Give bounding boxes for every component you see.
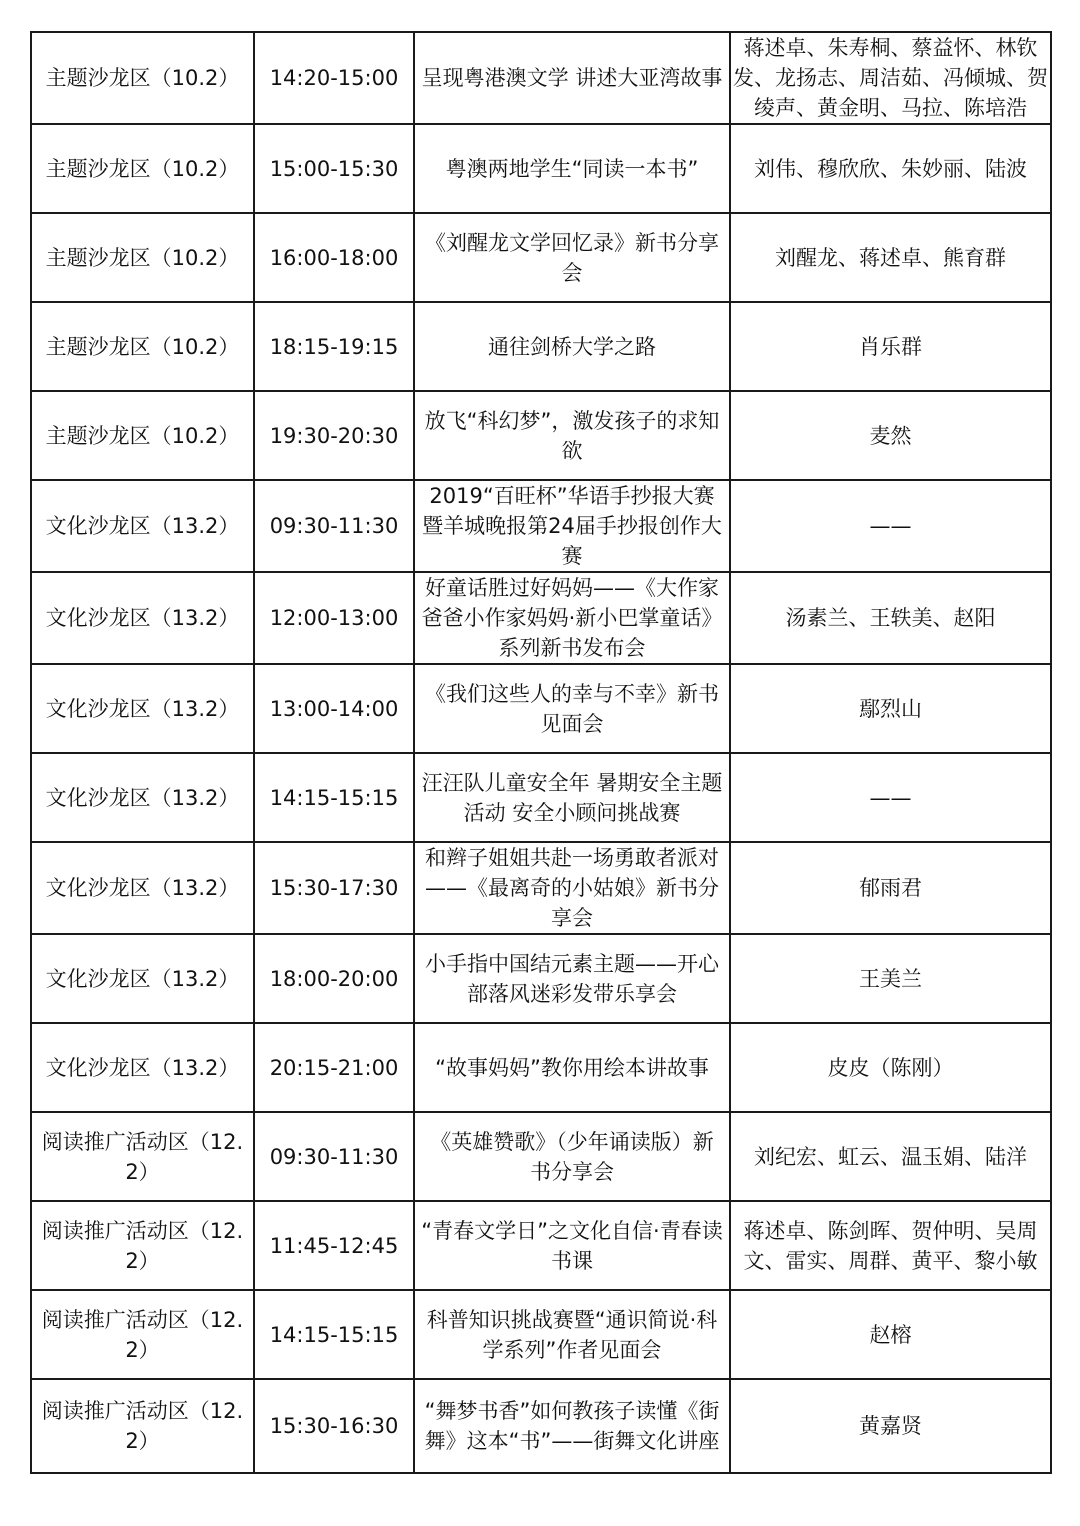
time-cell: 11:45-12:45	[254, 1201, 414, 1290]
event-cell: 放飞“科幻梦”，激发孩子的求知欲	[414, 391, 730, 480]
speaker-cell: 汤素兰、王轶美、赵阳	[730, 572, 1051, 664]
time-cell: 09:30-11:30	[254, 1112, 414, 1201]
event-cell: “青春文学日”之文化自信·青春读书课	[414, 1201, 730, 1290]
speaker-cell: 黄嘉贤	[730, 1379, 1051, 1473]
venue-cell: 文化沙龙区（13.2）	[31, 842, 254, 934]
time-cell: 14:15-15:15	[254, 1290, 414, 1379]
time-cell: 18:00-20:00	[254, 934, 414, 1023]
venue-cell: 阅读推广活动区（12.2）	[31, 1201, 254, 1290]
table-row	[31, 934, 1051, 1023]
speaker-cell: 鄢烈山	[730, 664, 1051, 753]
time-cell: 13:00-14:00	[254, 664, 414, 753]
venue-cell: 主题沙龙区（10.2）	[31, 391, 254, 480]
table-row	[31, 572, 1051, 664]
table-row	[31, 302, 1051, 391]
table-row	[31, 1023, 1051, 1112]
venue-cell: 文化沙龙区（13.2）	[31, 934, 254, 1023]
table-row	[31, 32, 1051, 124]
table-row	[31, 842, 1051, 934]
time-cell: 16:00-18:00	[254, 213, 414, 302]
event-cell: 科普知识挑战赛暨“通识简说·科学系列”作者见面会	[414, 1290, 730, 1379]
speaker-cell: ——	[730, 753, 1051, 842]
speaker-cell: 赵榕	[730, 1290, 1051, 1379]
table-row	[31, 664, 1051, 753]
time-cell: 19:30-20:30	[254, 391, 414, 480]
event-cell: 《英雄赞歌》（少年诵读版）新书分享会	[414, 1112, 730, 1201]
speaker-cell: 蒋述卓、朱寿桐、蔡益怀、林钦发、龙扬志、周洁茹、冯倾城、贺绫声、黄金明、马拉、陈培浩	[730, 32, 1051, 124]
table-row	[31, 1201, 1051, 1290]
venue-cell: 主题沙龙区（10.2）	[31, 213, 254, 302]
event-cell: 好童话胜过好妈妈——《大作家爸爸小作家妈妈·新小巴掌童话》系列新书发布会	[414, 572, 730, 664]
time-cell: 20:15-21:00	[254, 1023, 414, 1112]
event-cell: 通往剑桥大学之路	[414, 302, 730, 391]
speaker-cell: 麦然	[730, 391, 1051, 480]
event-cell: 呈现粤港澳文学 讲述大亚湾故事	[414, 32, 730, 124]
time-cell: 15:30-16:30	[254, 1379, 414, 1473]
venue-cell: 文化沙龙区（13.2）	[31, 572, 254, 664]
time-cell: 09:30-11:30	[254, 480, 414, 572]
event-cell: 《刘醒龙文学回忆录》新书分享会	[414, 213, 730, 302]
venue-cell: 主题沙龙区（10.2）	[31, 124, 254, 213]
table-row	[31, 124, 1051, 213]
venue-cell: 文化沙龙区（13.2）	[31, 1023, 254, 1112]
speaker-cell: 刘醒龙、蒋述卓、熊育群	[730, 213, 1051, 302]
venue-cell: 阅读推广活动区（12.2）	[31, 1290, 254, 1379]
venue-cell: 文化沙龙区（13.2）	[31, 753, 254, 842]
event-cell: “舞梦书香”如何教孩子读懂《街舞》这本“书”——街舞文化讲座	[414, 1379, 730, 1473]
speaker-cell: 郁雨君	[730, 842, 1051, 934]
table-row	[31, 1112, 1051, 1201]
speaker-cell: 刘伟、穆欣欣、朱妙丽、陆波	[730, 124, 1051, 213]
speaker-cell: 刘纪宏、虹云、温玉娟、陆洋	[730, 1112, 1051, 1201]
event-cell: 小手指中国结元素主题——开心部落风迷彩发带乐享会	[414, 934, 730, 1023]
venue-cell: 文化沙龙区（13.2）	[31, 664, 254, 753]
event-cell: 汪汪队儿童安全年 暑期安全主题活动 安全小顾问挑战赛	[414, 753, 730, 842]
time-cell: 15:30-17:30	[254, 842, 414, 934]
speaker-cell: 王美兰	[730, 934, 1051, 1023]
venue-cell: 阅读推广活动区（12.2）	[31, 1379, 254, 1473]
speaker-cell: 皮皮（陈刚）	[730, 1023, 1051, 1112]
event-cell: 粤澳两地学生“同读一本书”	[414, 124, 730, 213]
table-row	[31, 1379, 1051, 1473]
time-cell: 14:15-15:15	[254, 753, 414, 842]
event-cell: “故事妈妈”教你用绘本讲故事	[414, 1023, 730, 1112]
time-cell: 12:00-13:00	[254, 572, 414, 664]
table-row	[31, 480, 1051, 572]
venue-cell: 主题沙龙区（10.2）	[31, 302, 254, 391]
event-cell: 《我们这些人的幸与不幸》新书见面会	[414, 664, 730, 753]
time-cell: 15:00-15:30	[254, 124, 414, 213]
venue-cell: 阅读推广活动区（12.2）	[31, 1112, 254, 1201]
table-row	[31, 213, 1051, 302]
speaker-cell: ——	[730, 480, 1051, 572]
time-cell: 14:20-15:00	[254, 32, 414, 124]
speaker-cell: 蒋述卓、陈剑晖、贺仲明、吴周文、雷实、周群、黄平、黎小敏	[730, 1201, 1051, 1290]
table-row	[31, 391, 1051, 480]
speaker-cell: 肖乐群	[730, 302, 1051, 391]
table-row	[31, 1290, 1051, 1379]
event-cell: 2019“百旺杯”华语手抄报大赛暨羊城晚报第24届手抄报创作大赛	[414, 480, 730, 572]
time-cell: 18:15-19:15	[254, 302, 414, 391]
venue-cell: 主题沙龙区（10.2）	[31, 32, 254, 124]
table-row	[31, 753, 1051, 842]
event-cell: 和辫子姐姐共赴一场勇敢者派对——《最离奇的小姑娘》新书分享会	[414, 842, 730, 934]
schedule-table	[30, 31, 1052, 1474]
venue-cell: 文化沙龙区（13.2）	[31, 480, 254, 572]
